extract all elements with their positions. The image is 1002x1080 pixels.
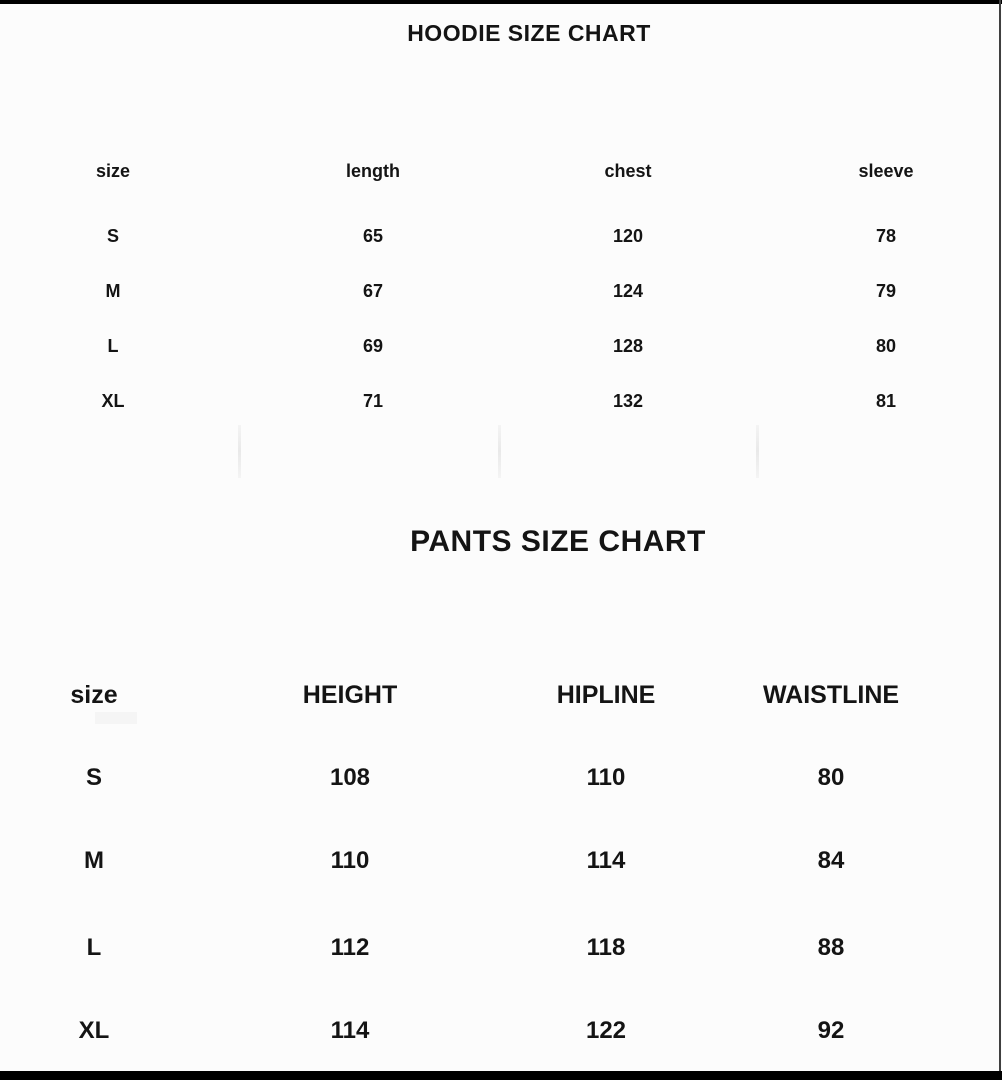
pants-header-row <box>0 681 1002 711</box>
row-size-label: XL <box>101 391 125 411</box>
table-cell: 88 <box>817 934 845 961</box>
table-cell: 112 <box>330 934 370 961</box>
table-cell: 124 <box>612 281 644 301</box>
table-cell: 84 <box>817 847 845 874</box>
table-cell: 122 <box>585 1017 627 1044</box>
column-header: HEIGHT <box>302 681 398 709</box>
table-cell: 114 <box>586 847 626 874</box>
table-row <box>0 934 1002 964</box>
table-cell: 110 <box>330 847 370 874</box>
column-header: length <box>346 161 400 181</box>
row-size-label: L <box>107 336 119 356</box>
column-header: HIPLINE <box>556 681 656 709</box>
table-row <box>0 764 1002 794</box>
row-size-label: XL <box>78 1017 110 1044</box>
pants-chart-title: PANTS SIZE CHART <box>410 525 706 558</box>
row-size-label: S <box>85 764 103 791</box>
table-cell: 80 <box>817 764 845 791</box>
column-header: WAISTLINE <box>762 681 900 709</box>
row-size-label: L <box>86 934 102 961</box>
row-size-label: S <box>106 226 120 246</box>
bottom-border-bar <box>0 1071 1002 1080</box>
table-cell: 110 <box>586 764 626 791</box>
table-cell: 114 <box>330 1017 370 1044</box>
column-header: size <box>95 161 131 181</box>
table-row <box>0 847 1002 877</box>
row-size-label: M <box>84 847 104 874</box>
table-cell: 81 <box>875 391 897 411</box>
table-cell: 132 <box>612 391 644 411</box>
table-cell: 71 <box>362 391 384 411</box>
column-header: size <box>70 681 118 709</box>
row-size-label: M <box>105 281 121 301</box>
table-cell: 67 <box>362 281 384 301</box>
hoodie-chart-title: HOODIE SIZE CHART <box>407 20 651 46</box>
table-cell: 118 <box>586 934 626 961</box>
table-cell: 120 <box>612 226 644 246</box>
table-cell: 78 <box>875 226 897 246</box>
table-cell: 69 <box>362 336 384 356</box>
column-header: chest <box>604 161 652 181</box>
table-row <box>0 1017 1002 1047</box>
column-header: sleeve <box>858 161 914 181</box>
table-cell: 128 <box>612 336 644 356</box>
table-cell: 92 <box>817 1017 845 1044</box>
table-cell: 65 <box>362 226 384 246</box>
table-cell: 80 <box>875 336 897 356</box>
table-cell: 79 <box>875 281 897 301</box>
table-cell: 108 <box>329 764 371 791</box>
